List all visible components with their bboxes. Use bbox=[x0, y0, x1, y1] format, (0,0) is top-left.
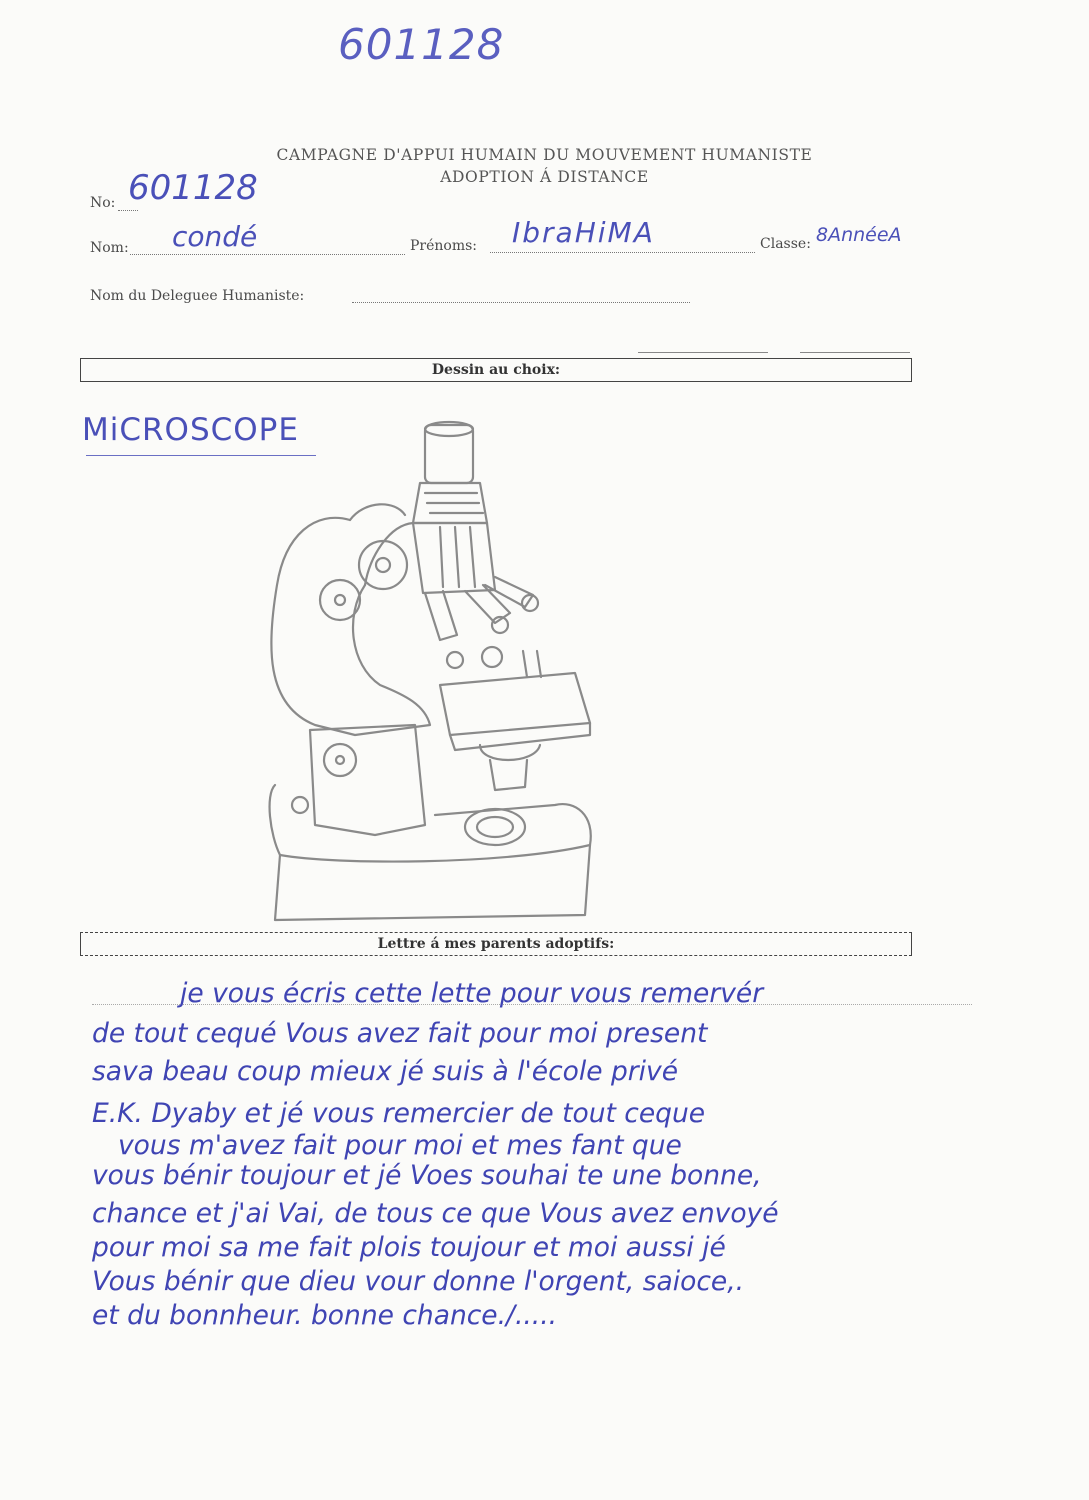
drawing-section-title: Dessin au choix: bbox=[431, 362, 561, 378]
letter-line: E.K. Dyaby et jé vous remercier de tout ceque bbox=[92, 1098, 706, 1129]
letter-line: pour moi sa me fait plois toujour et moi aussi jé bbox=[92, 1232, 726, 1263]
nom-value: condé bbox=[172, 220, 258, 253]
drawing-section-header bbox=[80, 358, 912, 382]
delegue-label: Nom du Deleguee Humaniste: bbox=[90, 288, 305, 304]
no-dots bbox=[118, 210, 138, 211]
drawing-title: MiCROSCOPE bbox=[82, 412, 299, 448]
nom-dots bbox=[130, 254, 405, 255]
letter-section-header bbox=[80, 932, 912, 956]
nom-label: Nom: bbox=[90, 240, 129, 256]
stray-line bbox=[638, 352, 768, 353]
prenoms-label: Prénoms: bbox=[410, 238, 478, 254]
classe-value: 8AnnéeA bbox=[816, 224, 902, 246]
stray-line bbox=[800, 352, 910, 353]
no-value: 601128 bbox=[128, 168, 258, 208]
letter-line: chance et j'ai Vai, de tous ce que Vous avez envoyé bbox=[92, 1198, 779, 1229]
letter-line: et du bonnheur. bonne chance./..... bbox=[92, 1300, 558, 1331]
program-subtitle: ADOPTION Á DISTANCE bbox=[440, 168, 649, 186]
no-label: No: bbox=[90, 195, 116, 211]
prenoms-value: IbraHiMA bbox=[512, 216, 655, 249]
letter-line: je vous écris cette lette pour vous remervér bbox=[180, 978, 764, 1009]
delegue-dots bbox=[352, 302, 690, 303]
letter-line: vous m'avez fait pour moi et mes fant que bbox=[118, 1130, 682, 1161]
top-reference-number: 601128 bbox=[338, 20, 505, 69]
letter-line: de tout cequé Vous avez fait pour moi present bbox=[92, 1018, 708, 1049]
campaign-title: CAMPAGNE D'APPUI HUMAIN DU MOUVEMENT HUMANISTE bbox=[276, 146, 813, 164]
prenoms-dots bbox=[490, 252, 755, 253]
letter-section-title: Lettre á mes parents adoptifs: bbox=[377, 936, 615, 952]
letter-line: vous bénir toujour et jé Voes souhai te une bonne, bbox=[92, 1160, 762, 1191]
microscope-drawing bbox=[255, 415, 615, 930]
letter-line: sava beau coup mieux jé suis à l'école privé bbox=[92, 1056, 679, 1087]
letter-line: Vous bénir que dieu vour donne l'orgent, saioce,. bbox=[92, 1266, 745, 1297]
classe-label: Classe: bbox=[760, 236, 811, 252]
